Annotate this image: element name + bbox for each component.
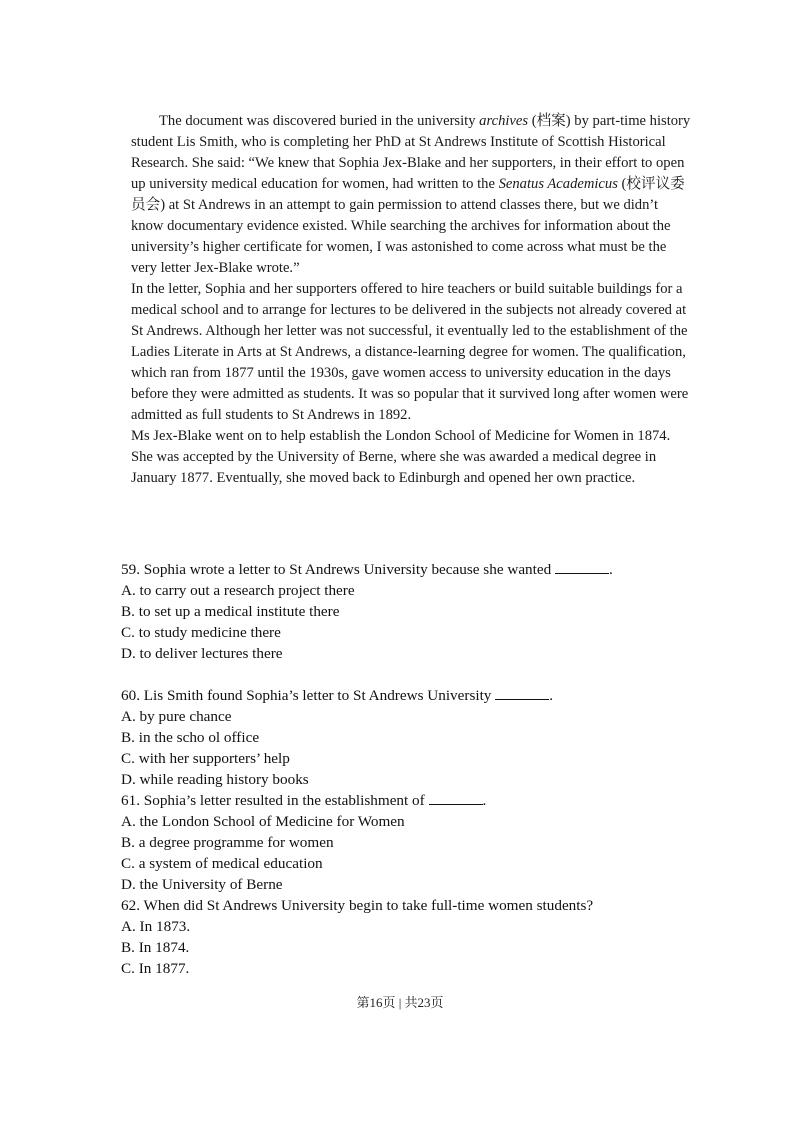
option-a[interactable]: A. the London School of Medicine for Women <box>121 812 405 830</box>
option-b[interactable]: B. a degree programme for women <box>121 833 334 851</box>
passage-text: The document was discovered buried in the university <box>159 113 480 129</box>
question-suffix: . <box>549 686 553 704</box>
option-b[interactable]: B. In 1874. <box>121 938 190 956</box>
option-c[interactable]: C. with her supporters’ help <box>121 749 290 767</box>
question-60 <box>121 685 721 790</box>
question-stem <box>121 790 721 811</box>
question-suffix: . <box>482 791 487 809</box>
archives-term: archives <box>479 113 529 129</box>
question-text: 59. Sophia wrote a letter to St Andrews University because she wanted <box>121 561 552 578</box>
senatus-term: Senatus Academicus <box>498 176 618 192</box>
question-62 <box>121 895 721 979</box>
option-a[interactable]: A. In 1873. <box>121 917 191 935</box>
question-text: 61. Sophia’s letter resulted in the establishment of <box>121 791 425 809</box>
page-footer: 第16页 | 共23页 <box>356 995 444 1010</box>
passage-paragraph-2: In the letter, Sophia and her supporters offered to hire teachers or build suitable buildings for a medical school and to arrange for lectures to be delivered in the subjects not already covered at St Andrews. Although her letter was not successful, it eventually led to the establishment of the Ladies Literate in Arts at St Andrews, a distance-learning degree for women. The qualification, which ran from 1877 until the 1930s, gave women access to university education in the days before they were admitted as students. It was so popular that it survived long after women were admitted as full students to St Andrews in 1892. <box>131 281 689 423</box>
passage-text: by part-time history student Lis Smith, who is completing her PhD at St Andrews Institute of Scottish Historical Research. She said: “We knew that Sophia Jex-Blake and her supporters, in their effort to open up university medical education for women, had written to the <box>131 113 691 192</box>
question-stem: 62. When did St Andrews University begin to take full-time women students? <box>121 896 594 914</box>
question-stem <box>121 685 721 706</box>
option-a[interactable]: A. to carry out a research project there <box>121 582 355 599</box>
question-suffix: . <box>609 561 613 578</box>
option-d[interactable]: D. the University of Berne <box>121 875 283 893</box>
question-61 <box>121 790 721 895</box>
senatus-translation: (校评议委员会) <box>131 176 685 213</box>
option-c[interactable]: C. a system of medical education <box>121 854 323 872</box>
option-c[interactable]: C. to study medicine there <box>121 624 281 641</box>
question-text: 60. Lis Smith found Sophia’s letter to St Andrews University <box>121 686 492 704</box>
question-list <box>121 559 721 979</box>
answer-blank <box>555 560 609 574</box>
answer-blank <box>495 686 549 700</box>
question-59 <box>121 559 721 664</box>
passage-paragraph-3: Ms Jex-Blake went on to help establish the London School of Medicine for Women in 1874. She was accepted by the University of Berne, where she was awarded a medical degree in January 1877. Eventually, she moved back to Edinburgh and opened her own practice. <box>131 428 671 486</box>
option-a[interactable]: A. by pure chance <box>121 707 232 725</box>
question-stem <box>121 559 721 580</box>
option-b[interactable]: B. in the scho ol office <box>121 728 260 746</box>
option-b[interactable]: B. to set up a medical institute there <box>121 603 340 620</box>
reading-passage <box>131 111 691 489</box>
option-d[interactable]: D. to deliver lectures there <box>121 645 283 662</box>
passage-text: at St Andrews in an attempt to gain permission to attend classes there, but we didn’t know documentary evidence existed. While searching the archives for information about the university’s higher certificate for women, I was astonished to come across what must be the very letter Jex-Blake wrote.” <box>131 197 671 276</box>
passage-paragraph-1 <box>131 111 691 279</box>
answer-blank <box>429 791 483 805</box>
option-d[interactable]: D. while reading history books <box>121 770 309 788</box>
archives-translation: (档案) <box>528 113 575 129</box>
option-c[interactable]: C. In 1877. <box>121 959 190 977</box>
